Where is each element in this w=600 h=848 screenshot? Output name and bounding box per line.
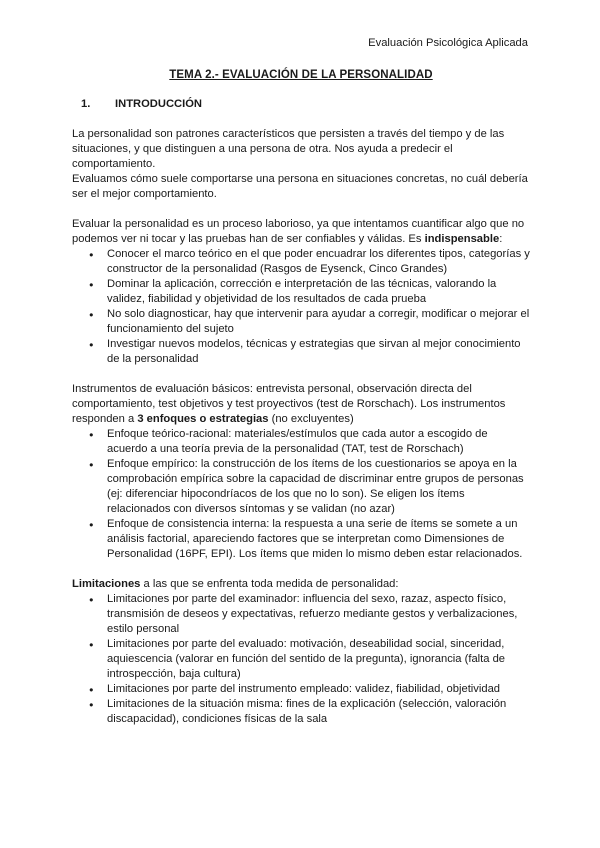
section-heading <box>72 97 530 112</box>
list-item: ● Conocer el marco teórico en el que poder encuadrar los diferentes tipos, categorías y constructor de la personalidad (Rasgos de Eysenck, Cinco Grandes) <box>72 247 530 277</box>
list-item: ● No solo diagnosticar, hay que intervenir para ayudar a corregir, modificar o mejorar el funcionamiento del sujeto <box>72 307 530 337</box>
list-item: ● Enfoque teórico-racional: materiales/estímulos que cada autor a escogido de acuerdo a una teoría previa de la personalidad (TAT, test de Rorschach) <box>72 427 530 457</box>
running-header: Evaluación Psicológica Aplicada <box>368 37 528 49</box>
intro-paragraph-2: Evaluamos cómo suele comportarse una persona en situaciones concretas, no cuál debería ser el mejor comportamiento. <box>72 173 528 200</box>
instruments-block <box>72 382 530 562</box>
evaluation-block <box>72 217 530 367</box>
list-item: ● Enfoque empírico: la construcción de los ítems de los cuestionarios se apoya en la comprobación empírica sobre la capacidad de discriminar entre grupos de personas (ej: diferenciar hipocondríacos de los que no lo son). Se eligen los ítems relacionados con diversos síntomas y se validan (no azar) <box>72 457 530 517</box>
instruments-list <box>72 427 530 562</box>
list-item: ● Enfoque de consistencia interna: la respuesta a una serie de ítems se somete a un análisis factorial, apareciendo factores que se interpretan como Dimensiones de Personalidad (16PF, EPI). Los ítems que miden lo mismo deben estar relacionados. <box>72 517 530 562</box>
emphasis-limitaciones: Limitaciones <box>72 578 141 590</box>
list-item: ● Dominar la aplicación, corrección e interpretación de las técnicas, valorando la validez, fiabilidad y objetividad de los resultados de cada prueba <box>72 277 530 307</box>
document-body <box>72 68 530 742</box>
limitations-block <box>72 577 530 727</box>
section-number: 1. <box>81 98 91 110</box>
list-item: ● Limitaciones por parte del examinador: influencia del sexo, razaz, aspecto físico, transmisión de deseos y expectativas, refuerzo mediante gestos y verbalizaciones, estilo personal <box>72 592 530 637</box>
evaluation-list <box>72 247 530 367</box>
instruments-lead: Instrumentos de evaluación básicos: entrevista personal, observación directa del comportamiento, test objetivos y test proyectivos (test de Rorschach). Los instrumentos responden a 3 enfoques o estrategias (no excluyentes) <box>72 383 506 425</box>
limitations-lead: Limitaciones a las que se enfrenta toda medida de personalidad: <box>72 578 399 590</box>
list-item: ● Investigar nuevos modelos, técnicas y estrategias que sirvan al mejor conocimiento de la personalidad <box>72 337 530 367</box>
evaluation-lead: Evaluar la personalidad es un proceso laborioso, ya que intentamos cuantificar algo que no podemos ver ni tocar y las pruebas han de ser confiables y válidas. Es indispensable: <box>72 218 525 245</box>
limitations-list <box>72 592 530 727</box>
emphasis-enfoques: 3 enfoques o estrategias <box>137 413 269 425</box>
list-item: ● Limitaciones por parte del evaluado: motivación, deseabilidad social, sinceridad, aquiescencia (valorar en función del sentido de la pregunta), ignorancia (falta de introspección, baja cultura) <box>72 637 530 682</box>
section-title: INTRODUCCIÓN <box>115 98 203 110</box>
document-title: TEMA 2.- EVALUACIÓN DE LA PERSONALIDAD <box>169 69 433 81</box>
list-item: ● Limitaciones por parte del instrumento empleado: validez, fiabilidad, objetividad <box>72 682 530 697</box>
emphasis-indispensable: indispensable <box>424 233 500 245</box>
intro-paragraph-1: La personalidad son patrones característicos que persisten a través del tiempo y de las situaciones, y que distinguen a una persona de otra. Nos ayuda a predecir el comportamiento. <box>72 128 505 170</box>
list-item: ● Limitaciones de la situación misma: fines de la explicación (selección, valoración discapacidad), condiciones físicas de la sala <box>72 697 530 727</box>
intro-paragraphs <box>72 127 530 202</box>
